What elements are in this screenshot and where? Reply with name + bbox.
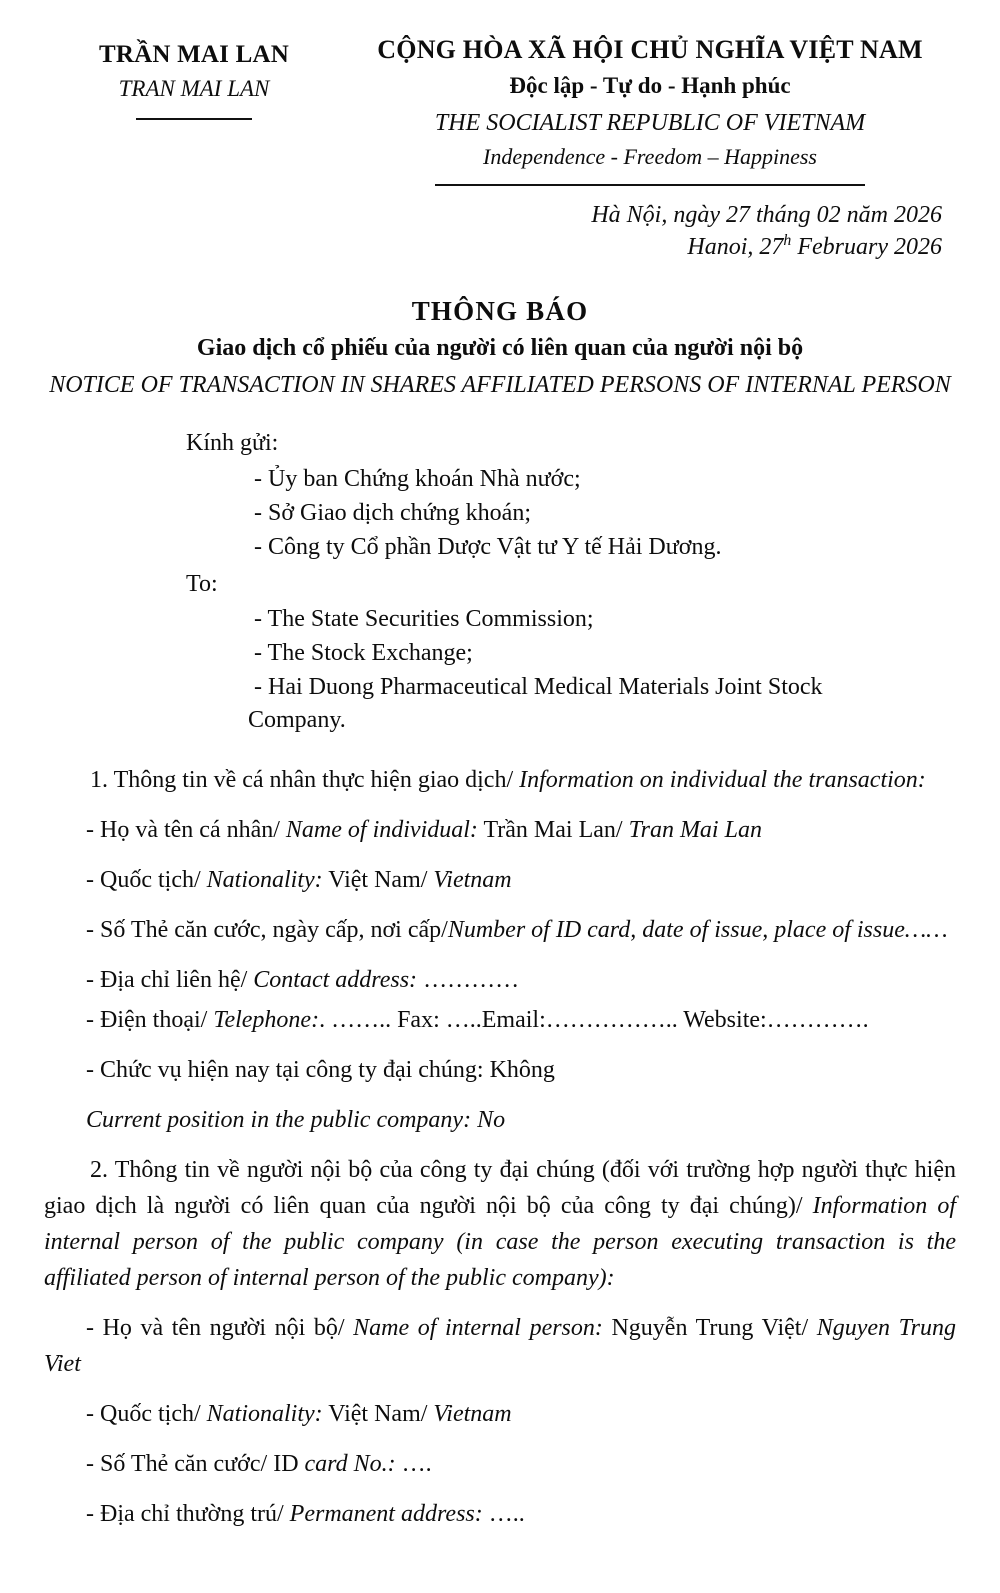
- field-internal-nationality-value-vi: Việt Nam/: [322, 1400, 434, 1427]
- dateline-en: [44, 231, 942, 264]
- signer-name-vi: TRẦN MAI LAN: [99, 41, 289, 68]
- dateline-vi: Hà Nội, ngày 27 tháng 02 năm 2026: [591, 201, 942, 228]
- field-individual-name: [44, 812, 956, 848]
- field-individual-id-label-vi: - Số Thẻ căn cước, ngày cấp, nơi cấp/: [86, 916, 448, 943]
- header-divider-left: [136, 118, 252, 120]
- section-1-heading-en: Information on individual the transaction:: [519, 766, 926, 793]
- document-body: [44, 762, 956, 1532]
- field-internal-nationality-label-vi: - Quốc tịch/: [86, 1400, 207, 1427]
- section-1-heading: [44, 762, 956, 798]
- country-name-en: THE SOCIALIST REPUBLIC OF VIETNAM: [434, 110, 866, 137]
- recipient-en-3-line1: - Hai Duong Pharmaceutical Medical Materials Joint Stock: [254, 673, 823, 700]
- field-telephone-label-vi: - Điện thoại/: [86, 1006, 214, 1033]
- list-item: - The State Securities Commission;: [254, 605, 594, 632]
- section-1-heading-vi: 1. Thông tin về cá nhân thực hiện giao dịch/: [90, 766, 520, 793]
- field-permanent-address: [44, 1496, 956, 1532]
- field-individual-name-label-vi: - Họ và tên cá nhân/: [86, 816, 286, 843]
- addressee-block: [44, 427, 956, 737]
- title-line-3: NOTICE OF TRANSACTION IN SHARES AFFILIATED PERSONS OF INTERNAL PERSON: [49, 372, 951, 399]
- national-motto-en: Independence - Freedom – Happiness: [483, 144, 817, 170]
- recipient-list-vi: [186, 462, 956, 564]
- field-internal-id-card-label-en: card No.:: [304, 1450, 396, 1477]
- field-individual-name-value-en: Tran Mai Lan: [628, 816, 762, 843]
- document-header: [44, 34, 956, 186]
- field-internal-nationality: [44, 1396, 956, 1432]
- field-contact-address-label-vi: - Địa chỉ liên hệ/: [86, 966, 254, 993]
- field-contact-address-value: …………: [417, 966, 520, 993]
- field-internal-person-name-value-vi: Nguyễn Trung Việt/: [602, 1314, 817, 1341]
- field-individual-nationality-label-en: Nationality:: [206, 866, 323, 893]
- field-individual-id: [44, 912, 956, 948]
- title-line-1: THÔNG BÁO: [411, 296, 589, 327]
- recipient-en-3-line2: Company.: [248, 706, 346, 733]
- field-internal-nationality-label-en: Nationality:: [206, 1400, 323, 1427]
- field-permanent-address-label-en: Permanent address:: [289, 1500, 483, 1527]
- country-name-vi: CỘNG HÒA XÃ HỘI CHỦ NGHĨA VIỆT NAM: [377, 35, 923, 64]
- field-current-position-vi: - Chức vụ hiện nay tại công ty đại chúng: Không: [86, 1056, 555, 1083]
- section-2-heading-vi: 2. Thông tin về người nội bộ của công ty đại chúng (đối với trường hợp người thực hiện giao dịch là người có liên quan của người nội bộ của công ty đại chúng)/: [44, 1156, 956, 1219]
- field-individual-nationality-value-vi: Việt Nam/: [322, 866, 434, 893]
- field-individual-name-label-en: Name of individual:: [285, 816, 478, 843]
- title-line-2: Giao dịch cổ phiếu của người có liên quan của người nội bộ: [196, 335, 804, 362]
- dateline-en-superscript: h: [783, 232, 792, 250]
- addressee-lead-vi: Kính gửi:: [186, 430, 279, 457]
- field-contact-address: [44, 962, 956, 998]
- national-header-block: [344, 34, 956, 186]
- field-permanent-address-label-vi: - Địa chỉ thường trú/: [86, 1500, 290, 1527]
- field-permanent-address-value: …..: [482, 1500, 525, 1527]
- section-2-heading: [44, 1152, 956, 1296]
- signer-header-block: [44, 34, 344, 120]
- field-internal-id-card-label-vi: - Số Thẻ căn cước/ ID: [86, 1450, 305, 1477]
- field-contact-address-label-en: Contact address:: [253, 966, 418, 993]
- list-item: - Sở Giao dịch chứng khoán;: [254, 499, 531, 526]
- dateline-en-post: February 2026: [791, 234, 942, 261]
- field-telephone: [44, 1002, 956, 1038]
- field-individual-id-label-en: Number of ID card, date of issue, place of issue……: [447, 916, 948, 943]
- field-internal-person-name-value-en: Nguyen Trung Viet: [44, 1314, 956, 1377]
- national-motto-vi: Độc lập - Tự do - Hạnh phúc: [509, 72, 791, 98]
- dateline: [44, 200, 956, 264]
- field-individual-nationality-label-vi: - Quốc tịch/: [86, 866, 207, 893]
- field-internal-nationality-value-en: Vietnam: [433, 1400, 512, 1427]
- addressee-lead-en: To:: [186, 571, 218, 598]
- field-internal-person-name-label-vi: - Họ và tên người nội bộ/: [86, 1314, 354, 1341]
- signer-name-en: TRAN MAI LAN: [118, 75, 270, 101]
- header-divider-right: [435, 184, 865, 186]
- field-individual-name-value-vi: Trần Mai Lan/: [477, 816, 629, 843]
- list-item: - The Stock Exchange;: [254, 639, 473, 666]
- field-individual-nationality: [44, 862, 956, 898]
- field-telephone-value: . …….. Fax: …..Email:…………….. Website:………….: [319, 1006, 869, 1033]
- section-2-heading-en: Information of internal person of the public company (in case the person executing transaction is the affiliated person of internal person of the public company):: [44, 1192, 956, 1291]
- list-item: - Công ty Cổ phần Dược Vật tư Y tế Hải Dương.: [254, 534, 722, 561]
- field-internal-person-name: [44, 1310, 956, 1382]
- field-current-position-en: Current position in the public company: No: [86, 1106, 506, 1133]
- document-title: [44, 296, 956, 401]
- list-item: - Ủy ban Chứng khoán Nhà nước;: [254, 465, 581, 492]
- field-internal-id-card: [44, 1446, 956, 1482]
- recipient-list-en: [186, 602, 956, 670]
- dateline-en-pre: Hanoi, 27: [687, 234, 784, 261]
- field-internal-id-card-value: ….: [395, 1450, 432, 1477]
- field-telephone-label-en: Telephone:: [213, 1006, 320, 1033]
- field-internal-person-name-label-en: Name of internal person:: [353, 1314, 603, 1341]
- field-individual-nationality-value-en: Vietnam: [433, 866, 512, 893]
